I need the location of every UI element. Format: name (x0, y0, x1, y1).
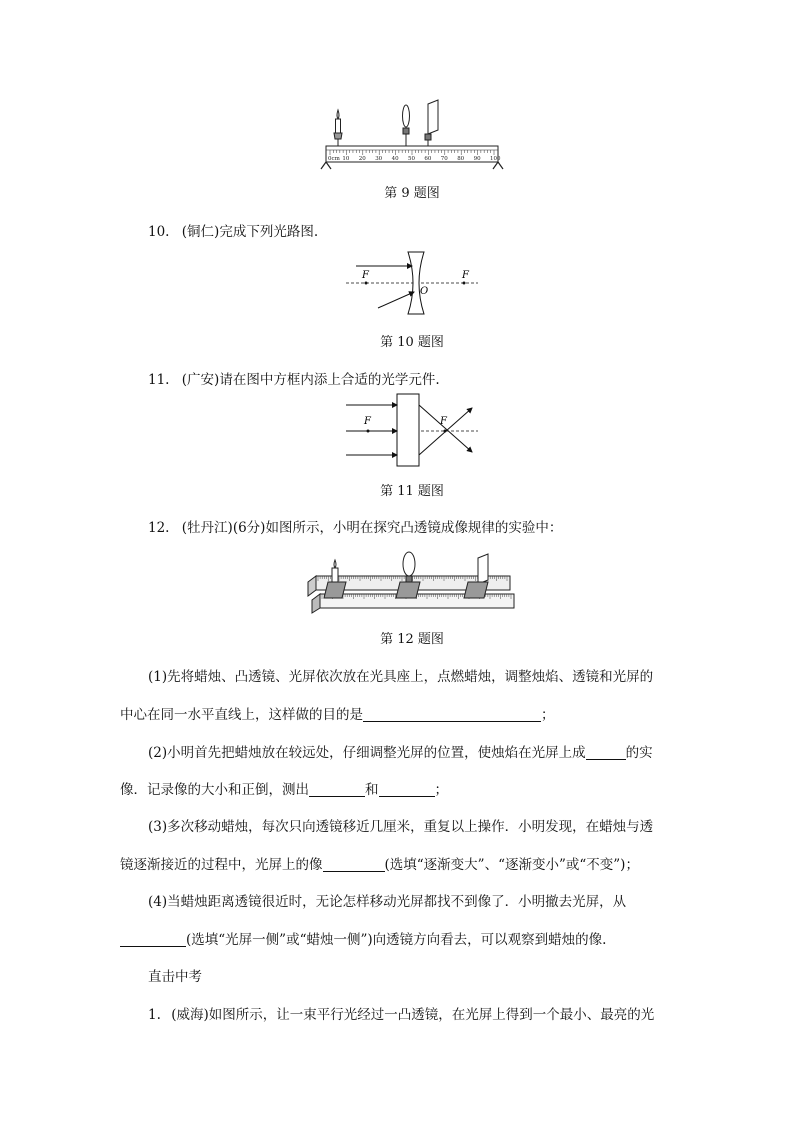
answer-blank-viewing-side[interactable] (120, 932, 186, 947)
q12-part2-text2: 像．记录像的大小和正倒，测出 (120, 782, 309, 798)
candle-icon (334, 110, 342, 146)
ruler-label: 80 (457, 156, 465, 162)
q12-part2-and: 和 (365, 782, 379, 798)
focal-label-left: F (362, 270, 369, 281)
ruler-label: 70 (440, 156, 448, 162)
figure-12-optical-bench (302, 550, 516, 614)
focal-label-right: F (440, 416, 447, 427)
convex-lens-icon (403, 105, 410, 146)
figure-12-caption: 第 12 题图 (380, 632, 444, 647)
question-number: 1. (148, 1007, 161, 1023)
light-screen-icon (425, 100, 438, 146)
ruler-label: 50 (408, 156, 415, 162)
figure-11-caption: 第 11 题图 (380, 484, 444, 499)
ruler-label: 60 (424, 156, 432, 162)
q12-part4-text: (选填“光屏一侧”或“蜡烛一侧”)向透镜方向看去，可以观察到蜡烛的像. (186, 932, 607, 948)
ruler-label: 20 (358, 156, 366, 162)
ruler-label: 40 (391, 156, 399, 162)
ruler-label: 0cm (328, 156, 340, 162)
question-text: (牡丹江)(6分)如图所示，小明在探究凸透镜成像规律的实验中： (181, 520, 563, 536)
q12-part3-line1: (3)多次移动蜡烛，每次只向透镜移近几厘米，重复以上操作．小明发现，在蜡烛与透 (148, 819, 654, 835)
q12-part1-line1: (1)先将蜡烛、凸透镜、光屏依次放在光具座上，点燃蜡烛，调整烛焰、透镜和光屏的 (148, 669, 654, 685)
question-number: 10. (148, 224, 170, 240)
optical-center-label: O (420, 286, 429, 297)
question-text: (广安)请在图中方框内添上合适的光学元件. (181, 372, 440, 388)
figure-9-caption: 第 9 题图 (384, 186, 440, 201)
q12-part3-line2 (120, 853, 639, 873)
answer-blank-distance-1[interactable] (309, 782, 365, 797)
question-text: (铜仁)完成下列光路图. (181, 224, 319, 240)
answer-blank-image-change[interactable] (323, 857, 385, 872)
answer-blank-purpose[interactable] (363, 707, 541, 722)
q12-part2-line2 (120, 778, 448, 798)
q12-part2-line1 (148, 741, 653, 761)
ruler-label: 100 (490, 156, 501, 162)
focal-label-right: F (462, 270, 469, 281)
figure-9-optical-bench (320, 98, 504, 170)
convex-lens-icon (396, 552, 420, 598)
ruler-label: 90 (473, 156, 481, 162)
q12-part1-text: 中心在同一水平直线上，这样做的目的是 (120, 707, 363, 723)
focal-label-left: F (364, 416, 371, 427)
q12-part3-text: 镜逐渐接近的过程中，光屏上的像 (120, 857, 323, 873)
question-10 (148, 220, 318, 240)
answer-blank-distance-2[interactable] (379, 782, 435, 797)
ruler-label: 30 (375, 156, 383, 162)
q12-part2-end2: ； (434, 782, 448, 798)
q12-part4-line1: (4)当蜡烛距离透镜很近时，无论怎样移动光屏都找不到像了．小明撤去光屏，从 (148, 894, 627, 910)
q12-part3-options: (选填“逐渐变大”、“逐渐变小”或“不变”)； (384, 857, 639, 873)
question-12 (148, 516, 562, 536)
q12-part1-end: ； (541, 707, 555, 723)
question-11 (148, 368, 440, 388)
figure-11-box-diagram (342, 392, 482, 470)
q12-part2-end: 的实 (625, 745, 653, 761)
figure-10-concave-lens-diagram (342, 248, 482, 318)
optical-element-box (397, 394, 419, 466)
question-text: (威海)如图所示，让一束平行光经过一凸透镜，在光屏上得到一个最小、最亮的光 (171, 1007, 655, 1023)
q12-part1-line2 (120, 703, 555, 723)
ruler-label: 10 (342, 156, 350, 162)
section-title: 直击中考 (148, 969, 202, 985)
question-number: 11. (148, 372, 170, 388)
answer-blank-image-type[interactable] (586, 745, 626, 760)
q12-part4-line2 (120, 928, 606, 948)
figure-10-caption: 第 10 题图 (380, 335, 444, 350)
question-number: 12. (148, 520, 170, 536)
question-1 (148, 1003, 654, 1023)
q12-part2-text: (2)小明首先把蜡烛放在较远处，仔细调整光屏的位置，使烛焰在光屏上成 (148, 745, 586, 761)
